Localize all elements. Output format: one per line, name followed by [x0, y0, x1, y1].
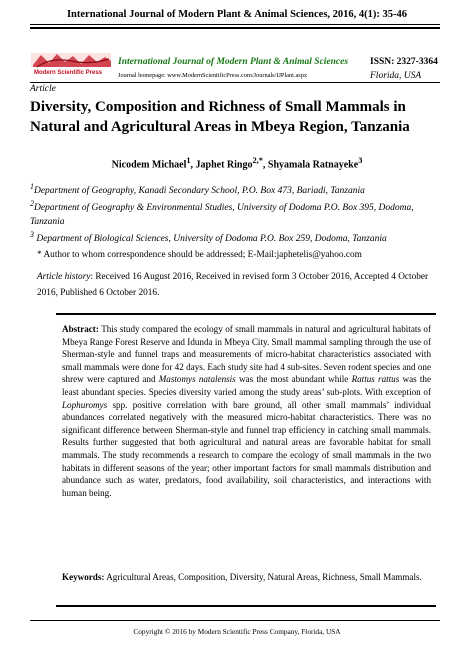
correspondence-note: * Author to whom correspondence should be addressed; E-Mail:japhetelis@yahoo.com: [37, 250, 362, 260]
article-history-label: Article history: [37, 272, 91, 282]
author-name: Japhet Ringo: [195, 159, 253, 171]
header-rule-top-thick: [30, 27, 440, 29]
species-name: Mastomys natalensis: [158, 374, 236, 385]
publisher-logo: [31, 51, 113, 81]
publisher-city: Florida, USA: [370, 71, 422, 81]
abstract-rule-bottom: [56, 605, 436, 607]
affiliation-text: Department of Geography & Environmental Studies, University of Dodoma P.O. Box 395, Dodoma, Tanzania: [30, 203, 414, 228]
affiliation: [30, 197, 450, 229]
abstract-text: was the least abundant species. Species diversity varied among the study areas’ sub-plots. With exception of: [62, 374, 431, 397]
journal-name: International Journal of Modern Plant & Animal Sciences: [118, 57, 349, 67]
publisher-logo-text: Modern Scientific Press: [34, 70, 103, 76]
abstract-label: Abstract:: [62, 324, 99, 334]
keywords-label: Keywords:: [62, 572, 105, 582]
affiliation: [30, 180, 450, 198]
abstract: [62, 323, 431, 499]
affiliation-number: 2: [30, 199, 34, 208]
article-history-text: : Received 16 August 2016, Received in revised form 3 October 2016, Accepted 4 October 2016, Published 6 October 2016.: [37, 272, 429, 298]
article-history: [37, 269, 442, 301]
author-list: [0, 156, 474, 170]
affiliation-text: Department of Geography, Kanadi Secondary School, P.O. Box 473, Bariadi, Tanzania: [33, 186, 365, 197]
author-affiliation-mark: 3: [358, 156, 363, 165]
affiliation-number: 3: [30, 230, 34, 239]
author-separator: ,: [190, 159, 196, 171]
affiliation-text: Department of Biological Sciences, University of Dodoma P.O. Box 259, Dodoma, Tanzania: [33, 234, 387, 245]
author-name: Nicodem Michael: [111, 159, 187, 171]
affiliation-number: 1: [30, 182, 34, 191]
footer-rule: [30, 620, 440, 621]
abstract-text: This study compared the ecology of small mammals in natural and agricultural habitats of Mbeya Range Forest Reserve and Idunda in Mbeya City. Small mammal sampling through the use of Sherman-style and funnel traps and measurements of micro-habitat characteristics associated with small mammals were done for 42 days. Each study site had 4 sub-sites. Seven rodent species and one shrew were captured and: [62, 324, 431, 385]
header-rule-bottom: [30, 82, 440, 83]
keywords-text: Agricultural Areas, Composition, Diversity, Natural Areas, Richness, Small Mammals.: [104, 572, 422, 582]
journal-homepage[interactable]: Journal homepage: www.ModernScientificPress.com/Journals/IJPlant.aspx: [118, 72, 307, 79]
species-name: Lophuromys: [62, 399, 108, 410]
publisher-logo-mark: [31, 51, 113, 71]
author-affiliation-mark: 1: [186, 156, 191, 165]
author-name: Shyamala Ratnayeke: [267, 159, 359, 171]
abstract-text: spp. positive correlation with bare ground, all other small mammals’ individual abundances correlated negatively with the measured micro-habitat characteristics. There was no significant difference between Sherman-style and funnel trap efficiency in catching small mammals. Results further suggested that both agricultural and natural areas are favorable habitat for small mammals. The study recommends a research to compare the ecology of small mammals in the two habitats in different seasons of the year; other important factors for small mammals distribution and abundance such as water, predators, food availability, soil characteristics, and interactions with human being.: [62, 399, 431, 498]
article-title: Diversity, Composition and Richness of Small Mammals in Natural and Agricultural Areas in Mbeya Region, Tanzania: [30, 99, 410, 135]
copyright-footer: Copyright © 2016 by Modern Scientific Press Company, Florida, USA: [133, 627, 341, 636]
author-separator: ,: [262, 159, 268, 171]
abstract-text: was the most abundant while: [235, 374, 352, 385]
author-affiliation-mark: 2,*: [252, 156, 263, 165]
keywords: [62, 571, 432, 584]
journal-citation: International Journal of Modern Plant & Animal Sciences, 2016, 4(1): 35-46: [66, 9, 408, 20]
issn: ISSN: 2327-3364: [370, 57, 438, 67]
species-name: Rattus rattus: [351, 374, 400, 385]
affiliation: [30, 228, 450, 246]
header-rule-top: [30, 24, 440, 25]
abstract-rule-top: [56, 313, 436, 315]
article-type-label: Article: [30, 84, 56, 94]
